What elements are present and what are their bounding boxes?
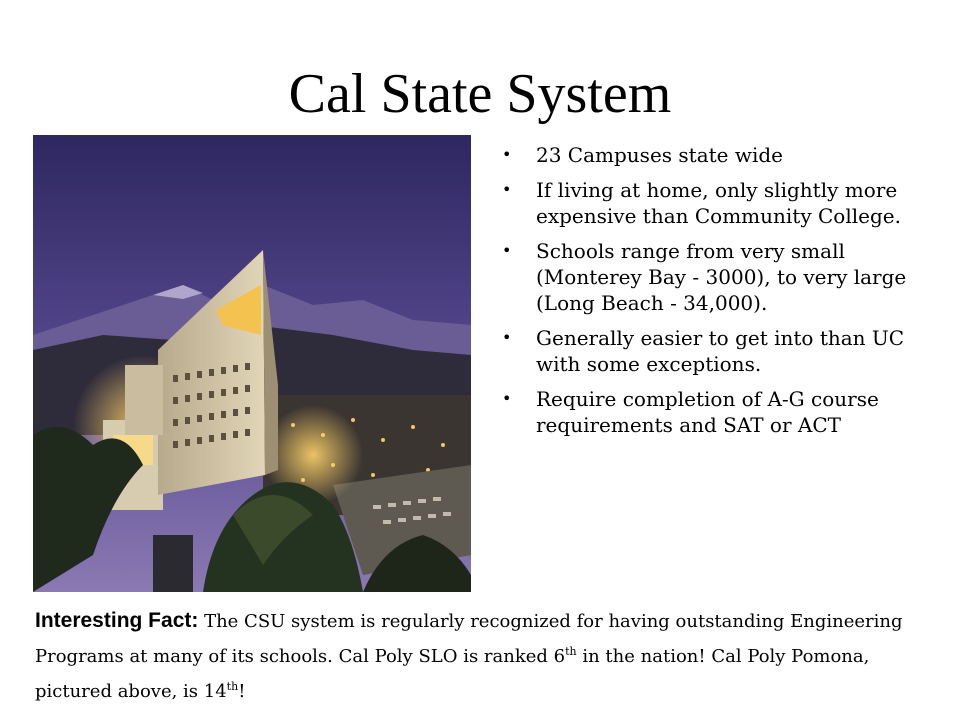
bullet-item	[500, 325, 910, 377]
bullet-item	[500, 142, 910, 168]
fact-text: in the nation! Cal Poly Pomona, pictured above, is 14	[35, 646, 870, 702]
ordinal-suffix: th	[565, 645, 577, 658]
bullet-item	[500, 386, 910, 438]
bullet-text: 23 Campuses state wide	[536, 143, 784, 167]
bullet-dot: •	[502, 180, 512, 199]
fact-label: Interesting Fact:	[35, 609, 199, 632]
bullet-list	[500, 142, 910, 447]
bullet-text: Schools range from very small (Monterey Bay - 3000), to very large (Long Beach - 34,000).	[536, 239, 907, 315]
bullet-text: Generally easier to get into than UC with some exceptions.	[536, 326, 905, 376]
slide-title: Cal State System	[288, 63, 672, 125]
ordinal-suffix: th	[226, 680, 239, 693]
bullet-item	[500, 177, 910, 229]
bullet-dot: •	[502, 328, 512, 347]
fact-text: The CSU system is regularly recognized for having outstanding Engineering Programs at many of its schools. Cal Poly SLO is ranked 6	[35, 611, 903, 667]
interesting-fact	[35, 606, 915, 707]
bullet-dot: •	[502, 389, 512, 408]
fact-text: !	[238, 681, 246, 702]
bullet-text: If living at home, only slightly more expensive than Community College.	[536, 178, 901, 228]
bullet-item	[500, 238, 910, 316]
cal-poly-pomona-building-illustration	[33, 135, 471, 592]
bullet-dot: •	[502, 241, 512, 260]
bullet-dot: •	[502, 145, 512, 164]
campus-photo	[33, 135, 471, 592]
bullet-text: Require completion of A-G course requirements and SAT or ACT	[536, 387, 879, 437]
